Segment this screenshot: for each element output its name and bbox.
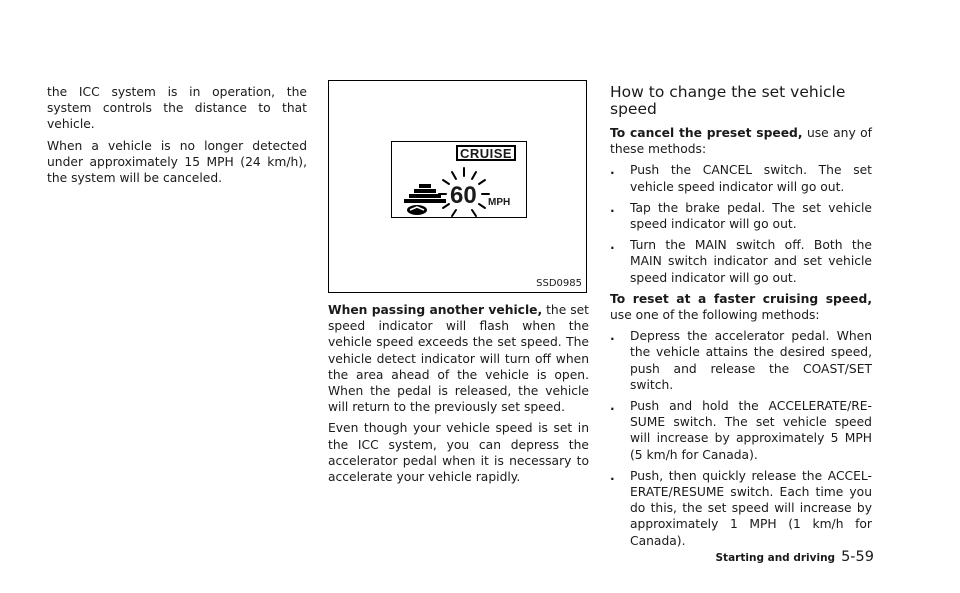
cancel-methods-list [610, 162, 872, 285]
reset-methods-list [610, 328, 872, 549]
text-reset: use one of the following methods: [610, 308, 820, 323]
page-footer [0, 550, 874, 565]
figure-code: SSD0985 [536, 278, 582, 289]
speed-unit: MPH [488, 197, 511, 208]
list-item-text: Tap the brake pedal. The set vehicle speed indicator will go out. [630, 200, 872, 232]
bullet-marker: . [610, 329, 615, 344]
section-heading: How to change the set vehicle speed [610, 83, 846, 118]
paragraph-accelerate: Even though your vehicle speed is set in the ICC system, you can depress the accelerator pedal when it is necessary to accelerate your vehicle rapidly. [328, 421, 589, 485]
list-item [610, 398, 872, 463]
list-item [610, 162, 872, 194]
list-item [610, 237, 872, 286]
bullet-marker: . [610, 468, 615, 483]
paragraph-icc-operation: the ICC system is in operation, the system controls the distance to that vehicle. [47, 85, 307, 132]
left-column [47, 84, 307, 191]
list-item [610, 468, 872, 549]
list-item-text: Push the CANCEL switch. The set vehicle speed indicator will go out. [630, 163, 872, 194]
lead-reset: To reset at a faster cruising speed, [610, 291, 872, 306]
bullet-marker: . [610, 163, 615, 178]
cruise-indicator: CRUISE [456, 145, 516, 161]
cruise-display-figure [328, 80, 587, 293]
bullet-marker: . [610, 238, 615, 253]
list-item-text: Push and hold the ACCELERATE/RE-SUME switch. The set vehicle speed will increase by approximately 5 MPH (5 km/h for Canada). [630, 399, 872, 462]
footer-section-title: Starting and driving [715, 552, 836, 564]
list-item [610, 200, 872, 232]
list-item-text: Turn the MAIN switch off. Both the MAIN switch indicator and set vehicle speed indicator will go out. [630, 238, 872, 285]
bullet-marker: . [610, 200, 615, 215]
right-column [610, 84, 872, 554]
paragraph-cancel-intro [610, 125, 872, 157]
lead-passing: When passing another vehicle, [328, 303, 543, 317]
cruise-lcd-display [391, 141, 527, 218]
lead-cancel: To cancel the preset speed, [610, 126, 803, 140]
bullet-marker: . [610, 399, 615, 414]
paragraph-reset-intro [610, 291, 872, 323]
page-number: 5-59 [841, 549, 874, 565]
paragraph-system-canceled: When a vehicle is no longer detected under approximately 15 MPH (24 km/h), the system will be canceled. [47, 138, 307, 186]
list-item-text: Push, then quickly release the ACCEL-ERATE/RESUME switch. Each time you do this, the set speed will increase by approximately 1 MPH (1 km/h for Canada). [630, 468, 872, 548]
text-cancel: use any of these methods: [610, 126, 872, 157]
text-passing: the set speed indicator will flash when the vehicle speed exceeds the set speed. The vehicle detect indicator will turn off when the area ahead of the vehicle is open. When the pedal is released, the vehicle will return to the previously set speed. [328, 303, 589, 415]
list-item-text: Depress the accelerator pedal. When the vehicle attains the desired speed, push and release the COAST/SET switch. [630, 329, 872, 392]
set-speed-value: 60 [450, 182, 477, 209]
list-item [610, 328, 872, 393]
paragraph-passing-vehicle [328, 302, 589, 415]
middle-column [328, 80, 589, 490]
